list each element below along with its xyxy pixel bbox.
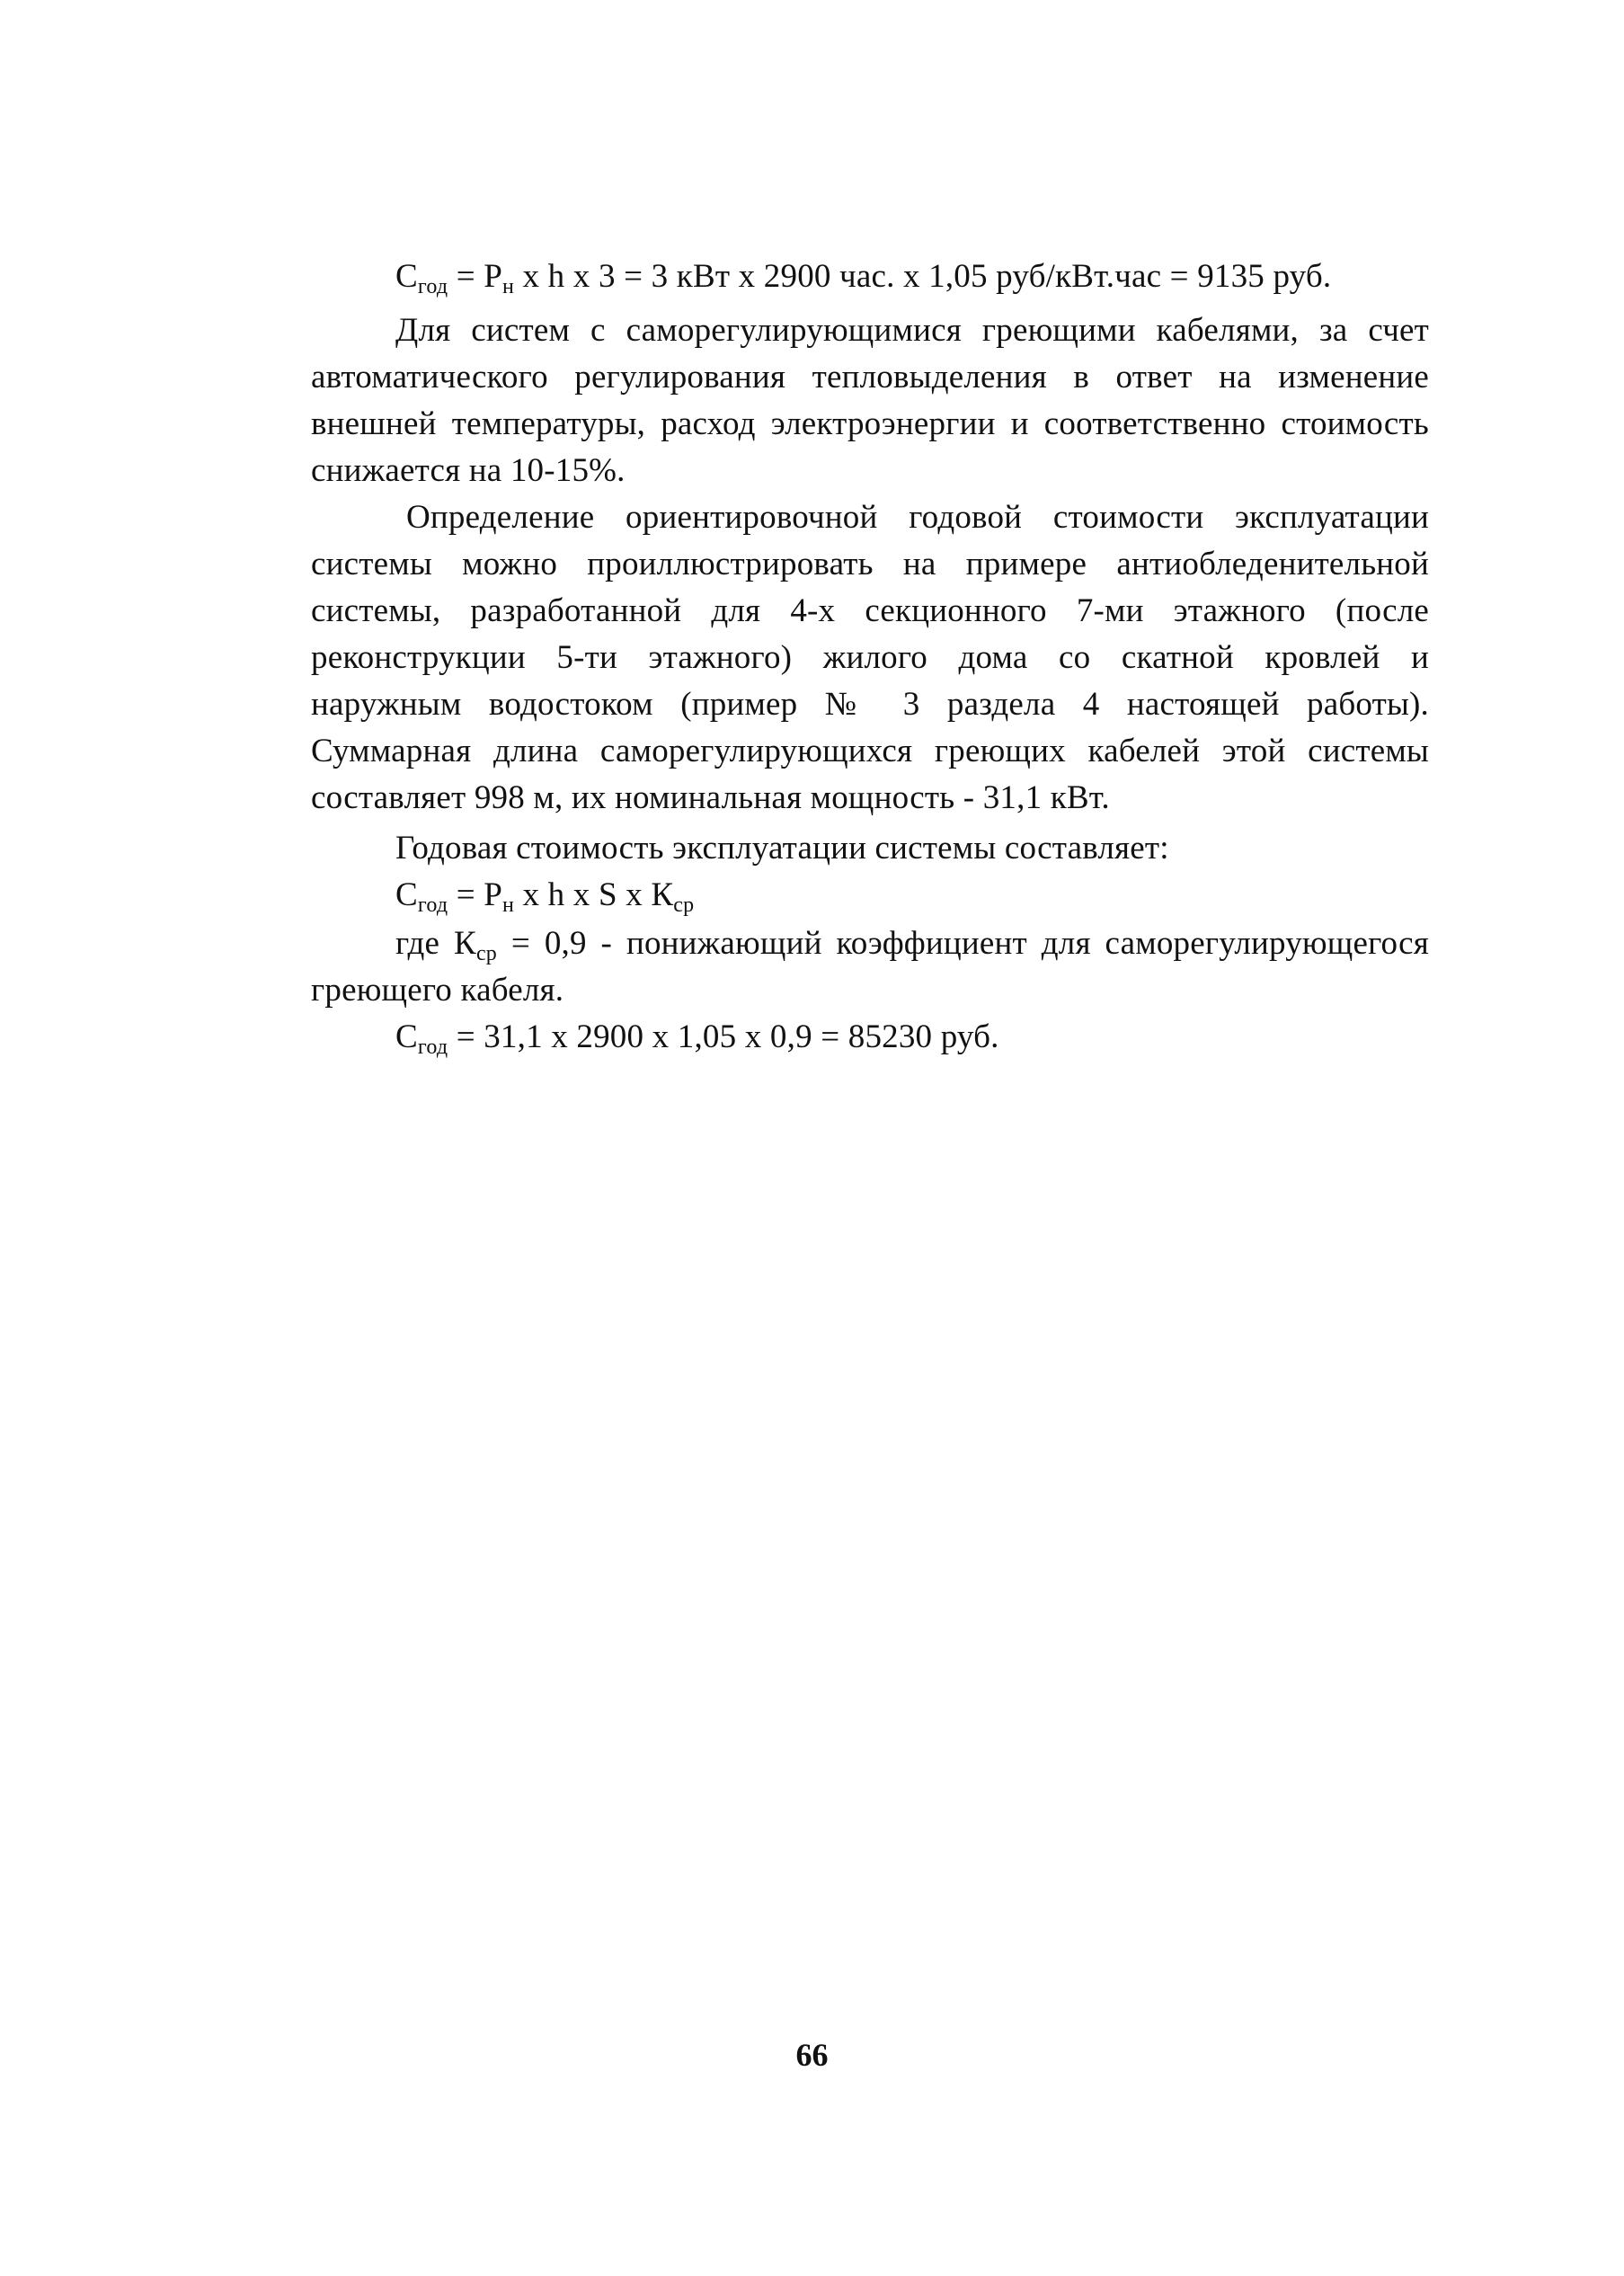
formula-symbol: С xyxy=(395,1018,418,1055)
formula-subscript: ср xyxy=(475,942,497,965)
formula-text: = 31,1 х 2900 х 1,05 х 0,9 = 85230 руб. xyxy=(448,1018,999,1055)
paragraph-line: Определение ориентировочной годовой стоимости эксплуатации xyxy=(406,499,1429,536)
formula-subscript: год xyxy=(417,894,448,917)
formula-symbol: С xyxy=(395,258,418,295)
paragraph-line: Суммарная длина саморегулирующихся греющих кабелей этой системы xyxy=(311,733,1429,769)
paragraph-line-coefficient xyxy=(395,920,1429,967)
formula-text: х h х 3 = 3 кВт х 2900 час. х 1,05 руб/кВт.час = 9135 руб. xyxy=(514,258,1332,295)
paragraph-line: системы можно проиллюстрировать на примере антиобледенительной xyxy=(311,546,1429,582)
paragraph-line: наружным водостоком (пример № 3 раздела 4 настоящей работы). xyxy=(311,686,1429,723)
paragraph-line: Годовая стоимость эксплуатации системы составляет: xyxy=(395,830,1169,867)
paragraph-line: снижается на 10-15%. xyxy=(311,452,626,489)
formula-subscript: н xyxy=(502,894,515,917)
paragraph-line: реконструкции 5-ти этажного) жилого дома со скатной кровлей и xyxy=(311,639,1429,676)
paragraph-line: внешней температуры, расход электроэнергии и соответственно стоимость xyxy=(311,405,1429,442)
paragraph-line: Для систем с саморегулирующимися греющими кабелями, за счет xyxy=(395,312,1429,349)
formula-text: = 0,9 - понижающий коэффициент для саморегулирующегося xyxy=(497,925,1429,962)
formula-subscript: год xyxy=(417,1036,448,1059)
formula-text: х h х S х К xyxy=(514,876,674,913)
paragraph-line: автоматического регулирования тепловыделения в ответ на изменение xyxy=(311,359,1429,396)
paragraph-line: составляет 998 м, их номинальная мощность - 31,1 кВт. xyxy=(311,779,1110,816)
formula-subscript: год xyxy=(417,275,448,298)
formula-annual-cost-result xyxy=(395,1014,999,1061)
formula-symbol: С xyxy=(395,876,418,913)
formula-symbol: = Р xyxy=(448,258,503,295)
formula-symbol: = Р xyxy=(448,876,503,913)
formula-annual-cost-general xyxy=(395,872,694,919)
paragraph-line: греющего кабеля. xyxy=(311,972,564,1009)
formula-annual-cost-example xyxy=(395,253,1331,300)
paragraph-line: системы, разработанной для 4-х секционного 7-ми этажного (после xyxy=(311,592,1429,629)
formula-subscript: ср xyxy=(673,894,695,917)
page-number: 66 xyxy=(795,2037,829,2073)
formula-subscript: н xyxy=(502,275,515,298)
formula-text: где К xyxy=(395,925,476,962)
